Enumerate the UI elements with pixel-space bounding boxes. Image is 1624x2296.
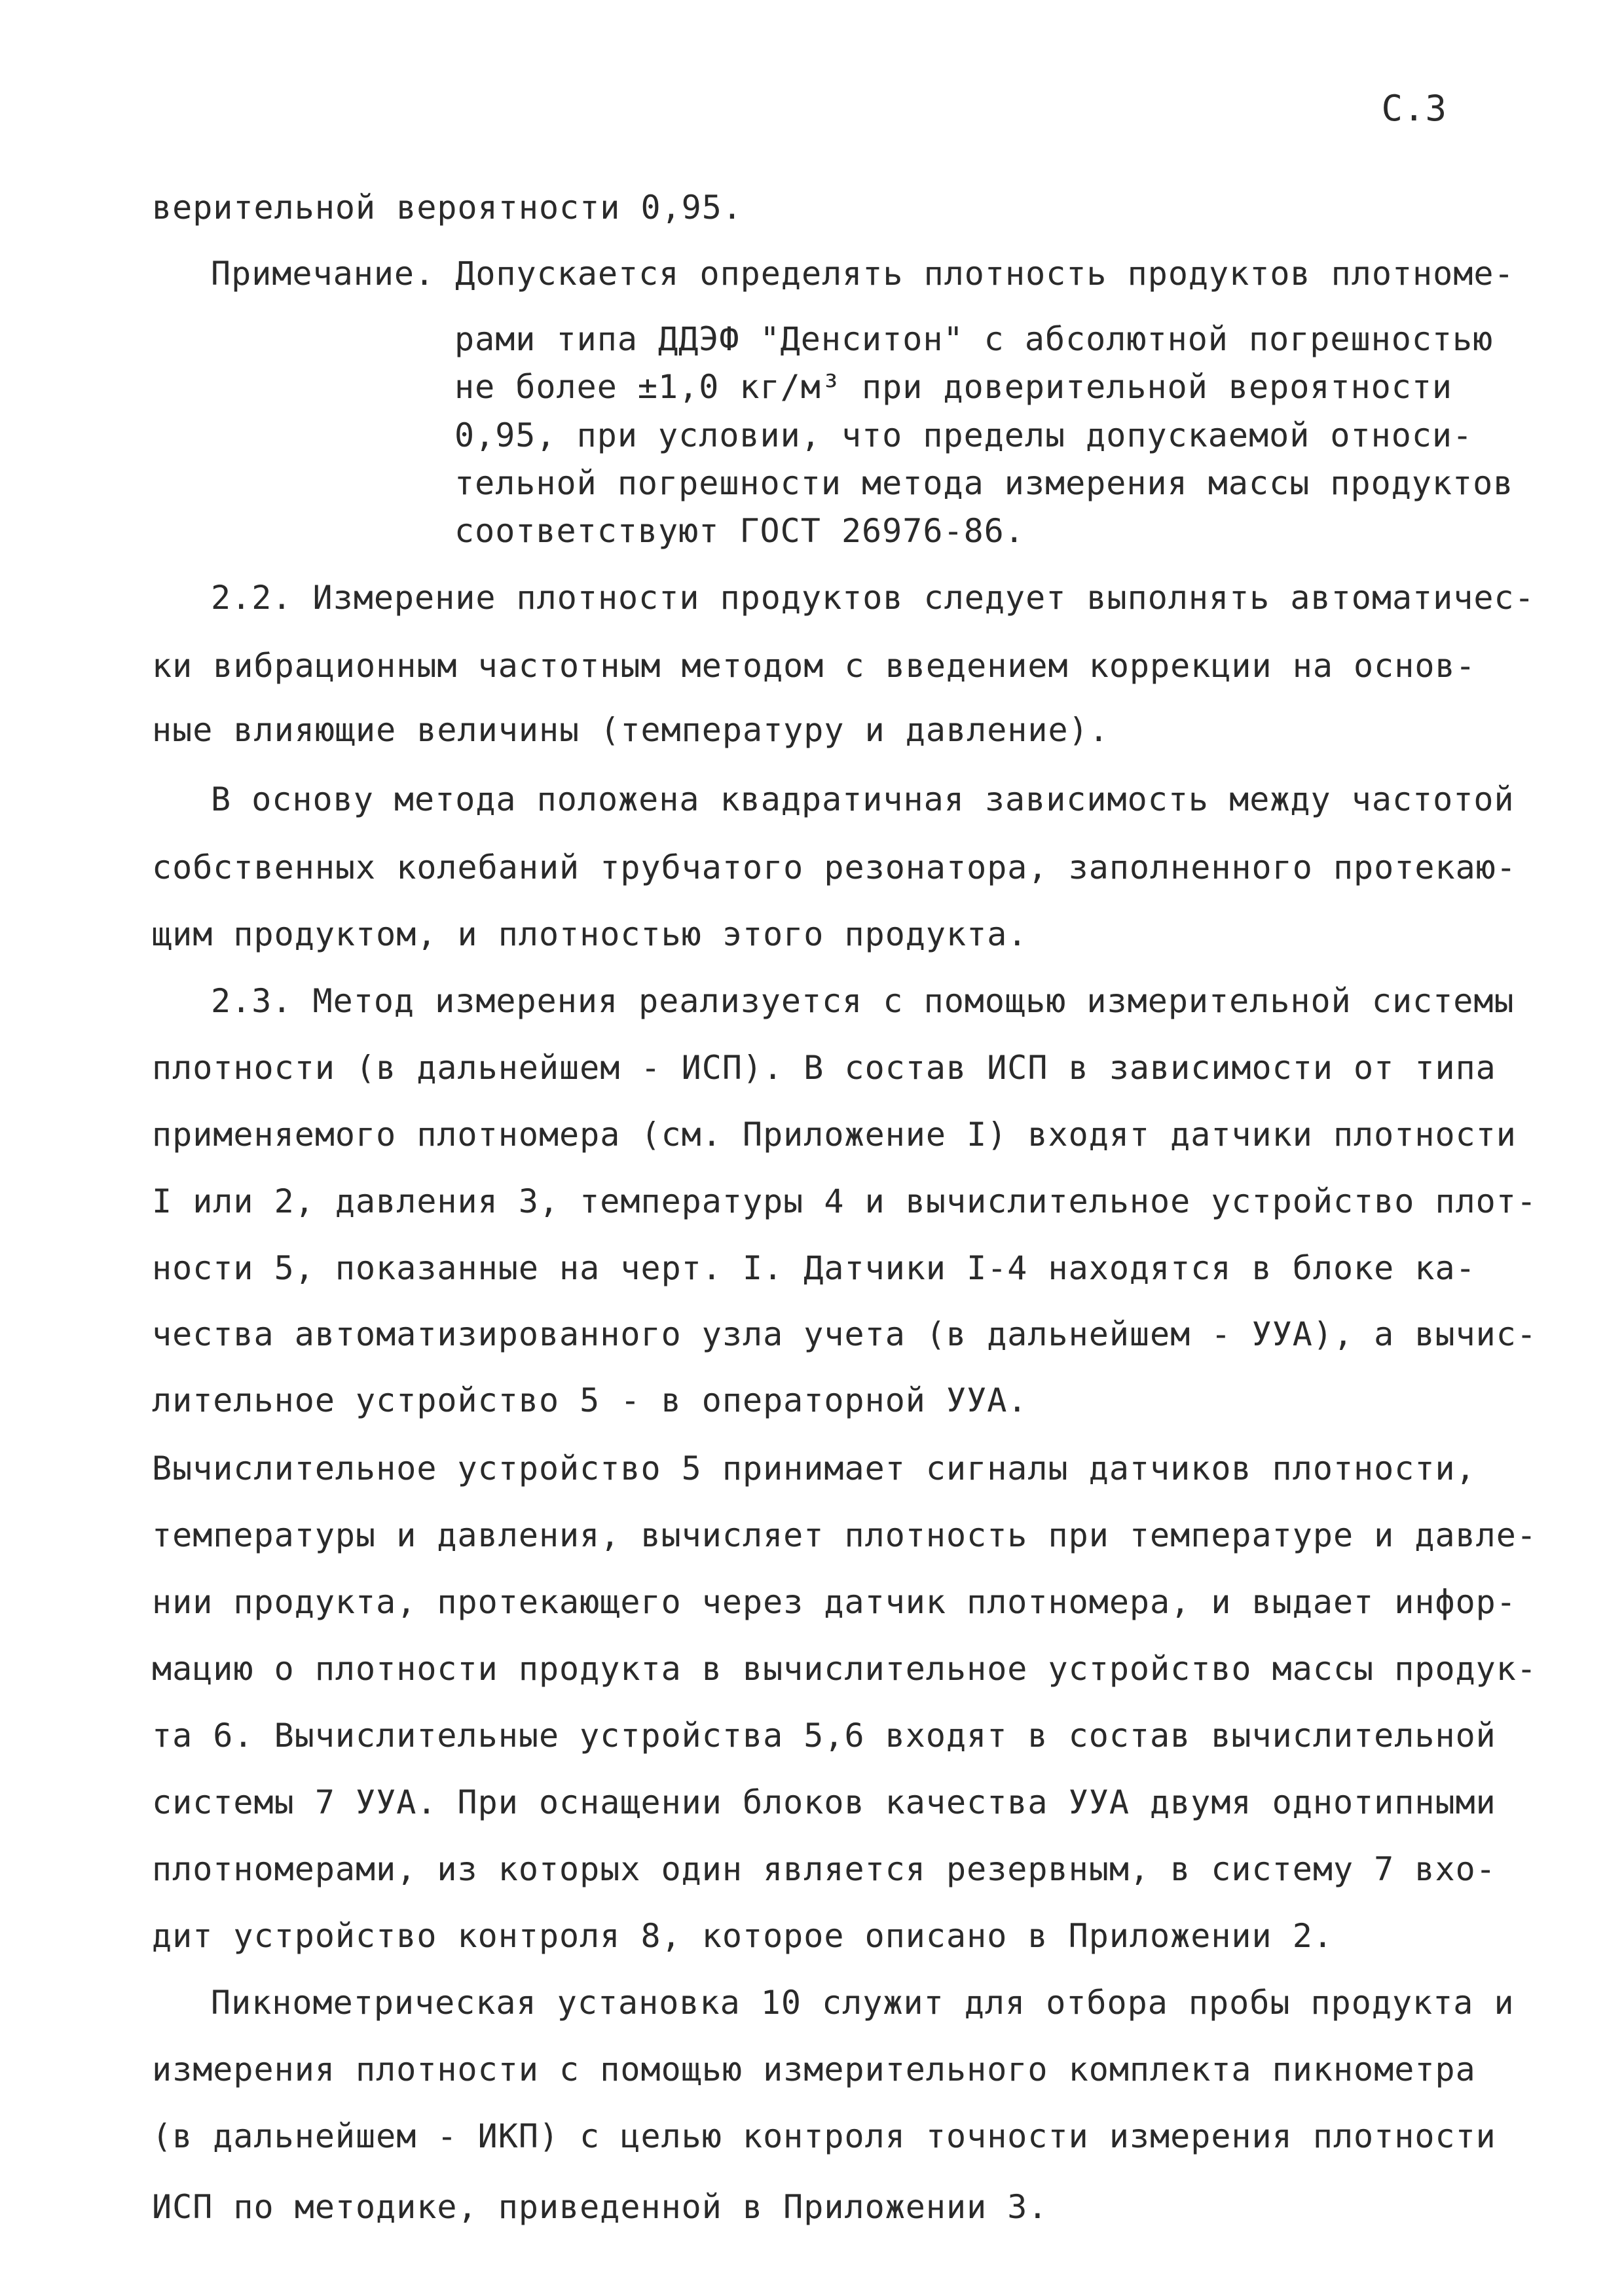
note-line: рами типа ДДЭФ "Денситон" с абсолютной погрешностью — [454, 320, 1494, 358]
paragraph-line: чества автоматизированного узла учета (в дальнейшем - УУА), а вычис- — [152, 1315, 1537, 1353]
paragraph-line: дит устройство контроля 8, которое описано в Приложении 2. — [152, 1917, 1333, 1955]
paragraph-line: щим продуктом, и плотностью этого продукта. — [152, 915, 1028, 953]
paragraph-line: Вычислительное устройство 5 принимает сигналы датчиков плотности, — [152, 1449, 1476, 1487]
paragraph-line: Пикнометрическая установка 10 служит для отбора пробы продукта и — [211, 1984, 1515, 2022]
note-line: тельной погрешности метода измерения массы продуктов — [454, 464, 1514, 502]
paragraph-line: измерения плотности с помощью измерительного комплекта пикнометра — [152, 2050, 1476, 2088]
paragraph-line: собственных колебаний трубчатого резонатора, заполненного протекаю- — [152, 848, 1517, 886]
note-line: не более ±1,0 кг/м³ при доверительной вероятности — [454, 368, 1453, 406]
paragraph-line: ности 5, показанные на черт. I. Датчики I-4 находятся в блоке ка- — [152, 1249, 1476, 1287]
note-line: соответствуют ГОСТ 26976-86. — [454, 512, 1025, 550]
paragraph-line: лительное устройство 5 - в операторной УУА. — [152, 1381, 1028, 1419]
paragraph-line: та 6. Вычислительные устройства 5,6 входят в состав вычислительной — [152, 1717, 1496, 1755]
paragraph-line: (в дальнейшем - ИКП) с целью контроля точности измерения плотности — [152, 2117, 1496, 2155]
paragraph-line: ки вибрационным частотным методом с введением коррекции на основ- — [152, 647, 1476, 685]
paragraph-line: плотности (в дальнейшем - ИСП). В состав ИСП в зависимости от типа — [152, 1049, 1496, 1087]
paragraph-line: мацию о плотности продукта в вычислительное устройство массы продук- — [152, 1650, 1537, 1688]
text-line: верительной вероятности 0,95. — [152, 189, 743, 227]
paragraph-line: ные влияющие величины (температуру и давление). — [152, 711, 1109, 749]
paragraph-line: применяемого плотномера (см. Приложение I) входят датчики плотности — [152, 1116, 1517, 1154]
paragraph-line: плотномерами, из которых один является резервным, в систему 7 вхо- — [152, 1850, 1496, 1888]
paragraph-line: нии продукта, протекающего через датчик плотномера, и выдает инфор- — [152, 1583, 1517, 1621]
note-line: 0,95, при условии, что пределы допускаемой относи- — [454, 416, 1473, 454]
paragraph-line: температуры и давления, вычисляет плотность при температуре и давле- — [152, 1516, 1537, 1554]
page-number: С.3 — [1381, 88, 1447, 129]
paragraph-line: 2.3. Метод измерения реализуется с помощью измерительной системы — [211, 982, 1515, 1020]
paragraph-line: системы 7 УУА. При оснащении блоков качества УУА двумя однотипными — [152, 1783, 1496, 1821]
paragraph-line: ИСП по методике, приведенной в Приложении 3. — [152, 2188, 1048, 2226]
paragraph-line: I или 2, давления 3, температуры 4 и вычислительное устройство плот- — [152, 1182, 1537, 1220]
paragraph-line: В основу метода положена квадратичная зависимость между частотой — [211, 780, 1515, 818]
note-line: Примечание. Допускается определять плотность продуктов плотноме- — [211, 255, 1515, 293]
paragraph-line: 2.2. Измерение плотности продуктов следует выполнять автоматичес- — [211, 579, 1535, 617]
